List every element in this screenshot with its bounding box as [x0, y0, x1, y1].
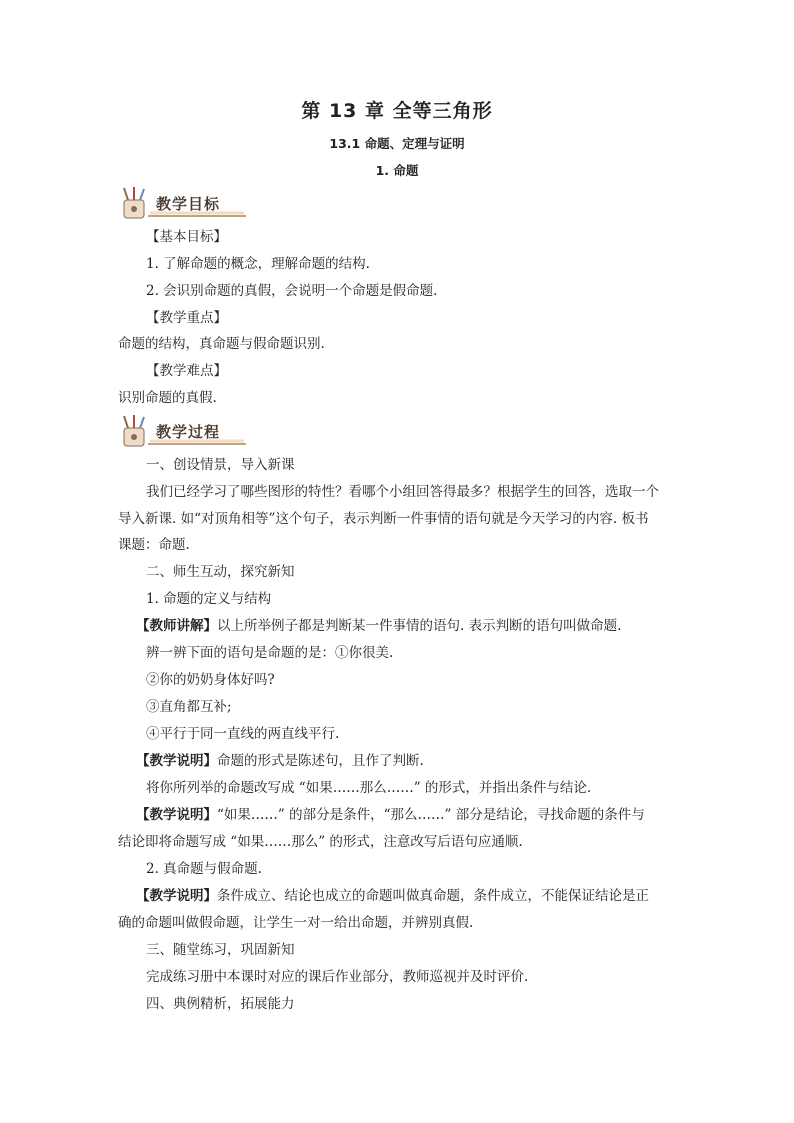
key-points-text: 命题的结构，真命题与假命题识别.	[118, 336, 325, 352]
teaching-note-3-line-1	[136, 887, 649, 905]
teaching-note-1	[136, 752, 424, 770]
teaching-note-3-line-2: 确的命题叫做假命题，让学生一对一给出命题，并辨别真假.	[118, 915, 474, 931]
process-banner	[118, 414, 248, 450]
section-2-title: 二、师生互动，探究新知	[146, 564, 295, 580]
process-banner-label: 教学过程	[156, 423, 221, 441]
teaching-note-1-text: 命题的形式是陈述句，且作了判断.	[217, 753, 424, 769]
section-2-subtitle-2: 2. 真命题与假命题.	[146, 861, 262, 877]
chapter-title: 第 13 章 全等三角形	[301, 100, 493, 122]
section-1-para-line-3: 课题：命题.	[118, 537, 190, 553]
teacher-lecture	[136, 617, 621, 635]
difficulty-heading: 【教学难点】	[146, 363, 227, 379]
item-2: ②你的奶奶身体好吗?	[146, 672, 275, 688]
teaching-note-1-label: 【教学说明】	[136, 753, 217, 769]
section-4-title: 四、典例精析，拓展能力	[146, 996, 295, 1012]
teacher-lecture-label: 【教师讲解】	[136, 618, 217, 634]
teaching-note-2-label: 【教学说明】	[136, 807, 217, 823]
difficulty-text: 识别命题的真假.	[118, 390, 217, 406]
basic-goals-heading: 【基本目标】	[146, 229, 227, 245]
section-title: 13.1 命题、定理与证明	[329, 136, 465, 151]
item-4: ④平行于同一直线的两直线平行.	[146, 726, 340, 742]
teaching-note-3-text: 条件成立、结论也成立的命题叫做真命题，条件成立，不能保证结论是正	[217, 888, 649, 904]
objectives-banner-label: 教学目标	[156, 195, 221, 213]
objectives-banner	[118, 186, 248, 222]
teaching-note-2-line-1	[136, 806, 645, 824]
teacher-lecture-text: 以上所举例子都是判断某一件事情的语句. 表示判断的语句叫做命题.	[217, 618, 622, 634]
identify-question: 辨一辨下面的语句是命题的是：①你很美.	[146, 645, 394, 661]
section-3-title: 三、随堂练习，巩固新知	[146, 942, 295, 958]
teaching-note-2-line-2: 结论即将命题写成 “如果……那么” 的形式，注意改写后语句应通顺.	[118, 834, 523, 850]
section-1-para-line-1: 我们已经学习了哪些图形的特性？看哪个小组回答得最多？根据学生的回答，选取一个	[146, 484, 659, 500]
rewrite-instruction: 将你所列举的命题改写成 “如果……那么……” 的形式，并指出条件与结论.	[146, 780, 592, 796]
section-3-text: 完成练习册中本课时对应的课后作业部分，教师巡视并及时评价.	[146, 969, 529, 985]
section-1-para-line-2: 导入新课. 如“对顶角相等”这个句子，表示判断一件事情的语句就是今天学习的内容. 板书	[118, 511, 649, 527]
lesson-title: 1. 命题	[375, 163, 419, 178]
teaching-note-3-label: 【教学说明】	[136, 888, 217, 904]
teaching-note-2-text: “如果……” 的部分是条件，“那么……” 部分是结论，寻找命题的条件与	[217, 807, 645, 823]
section-2-subtitle-1: 1. 命题的定义与结构	[146, 591, 272, 607]
item-3: ③直角都互补;	[146, 699, 232, 715]
section-1-title: 一、创设情景，导入新课	[146, 457, 295, 473]
key-points-heading: 【教学重点】	[146, 310, 227, 326]
basic-goal-2: 2. 会识别命题的真假，会说明一个命题是假命题.	[146, 283, 438, 299]
basic-goal-1: 1. 了解命题的概念，理解命题的结构.	[146, 256, 370, 272]
